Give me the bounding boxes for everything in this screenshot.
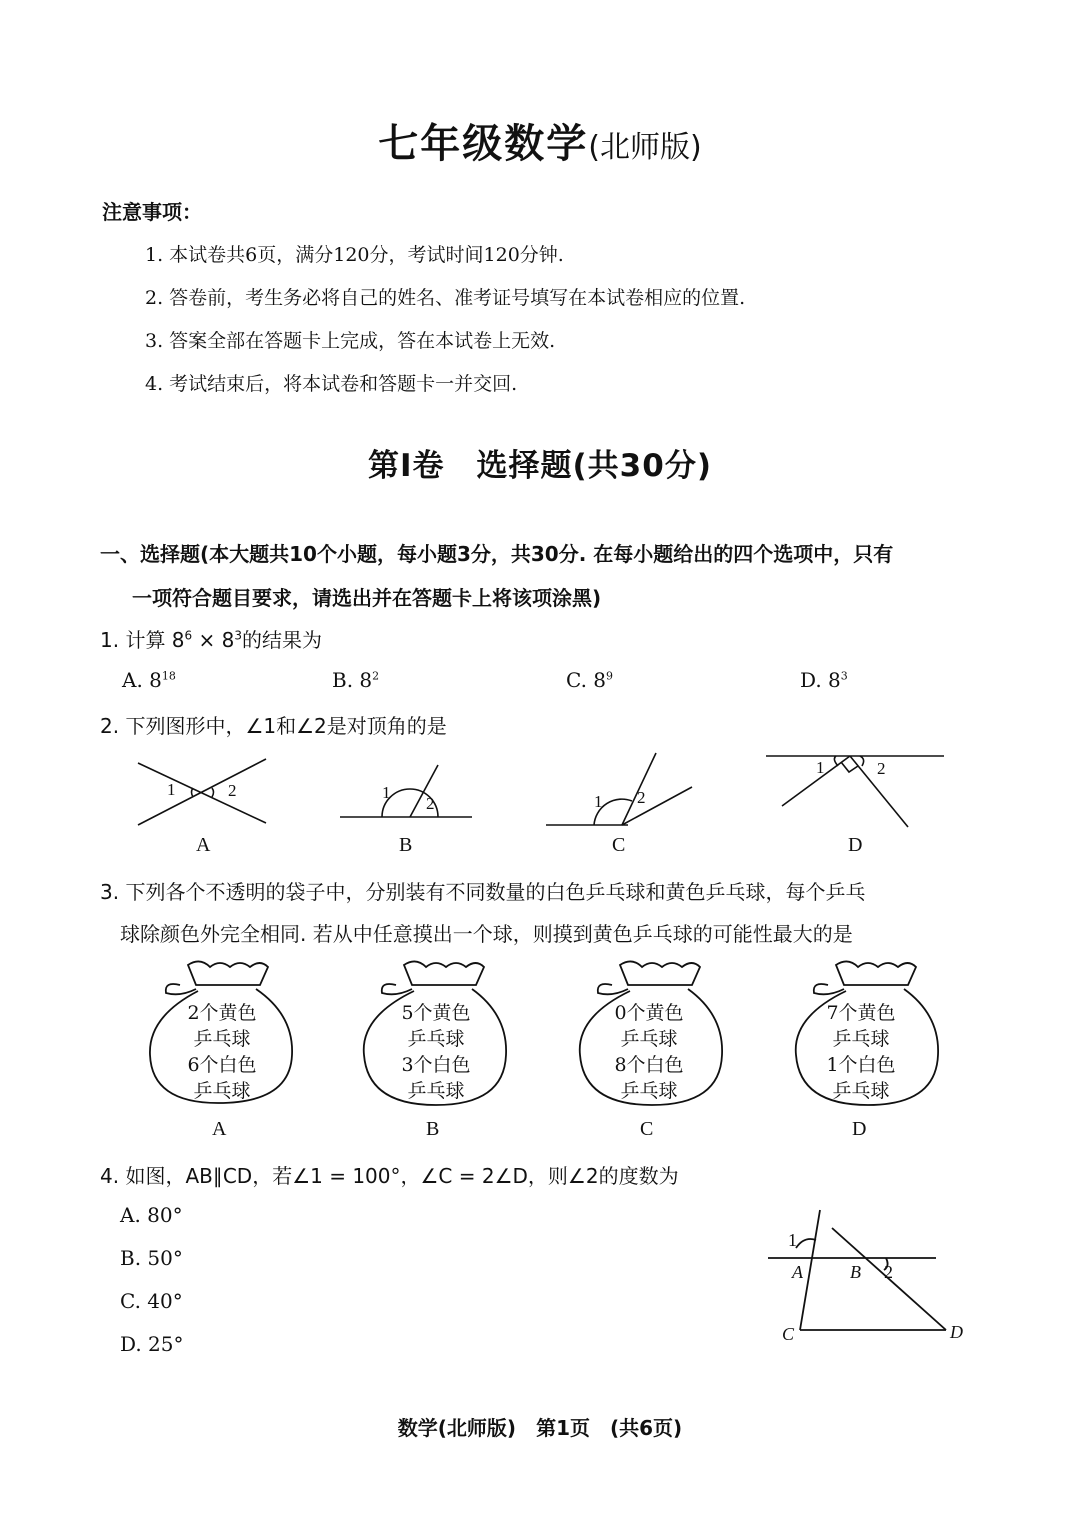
question-3-stem-line2: 球除颜色外完全相同. 若从中任意摸出一个球，则摸到黄色乒乓球的可能性最大的是 bbox=[120, 922, 853, 946]
section-title: 第Ⅰ卷 选择题(共30分) bbox=[367, 448, 712, 484]
notice-item: 1. 本试卷共6页，满分120分，考试时间120分钟. bbox=[145, 244, 564, 266]
q2-figures bbox=[100, 745, 980, 865]
question-2-stem: 2. 下列图形中，∠1和∠2是对顶角的是 bbox=[100, 714, 447, 738]
bag-d-text: 7个黄色 乒乓球 1个白色 乒乓球 bbox=[826, 1002, 896, 1102]
q2-label-a[interactable]: A bbox=[196, 834, 211, 856]
q2-a-line bbox=[138, 763, 266, 823]
question-1-stem: 1. 计算 $8^6 \times 8^3$的结果为 bbox=[100, 628, 323, 652]
q2-c-line bbox=[622, 787, 692, 825]
notice-item: 2. 答卷前，考生务必将自己的姓名、准考证号填写在本试卷相应的位置. bbox=[145, 287, 746, 309]
q4-label-1: 1 bbox=[788, 1230, 797, 1250]
q4-label-d: D bbox=[950, 1322, 963, 1342]
q2-label-d[interactable]: D bbox=[848, 834, 863, 856]
q4-option-c[interactable]: C. 40° bbox=[120, 1289, 183, 1313]
q2-a-angle-2: 2 bbox=[228, 781, 237, 800]
q4-figure bbox=[760, 1200, 980, 1350]
q1-option-a[interactable]: A. $8^{18}$ bbox=[122, 668, 176, 692]
q2-a-angle-1: 1 bbox=[167, 780, 176, 799]
q2-b-angle-1: 1 bbox=[382, 783, 391, 802]
notice-item: 3. 答案全部在答题卡上完成，答在本试卷上无效. bbox=[145, 330, 556, 352]
q4-label-b: B bbox=[850, 1262, 861, 1282]
q3-label-d[interactable]: D bbox=[852, 1118, 867, 1140]
bag-c-text: 0个黄色 乒乓球 8个白色 乒乓球 bbox=[614, 1002, 684, 1102]
q4-label-2: 2 bbox=[884, 1262, 893, 1282]
q4-option-b[interactable]: B. 50° bbox=[120, 1246, 183, 1270]
q2-a-arc bbox=[192, 788, 194, 797]
part-heading-line2: 一项符合题目要求，请选出并在答题卡上将该项涂黑) bbox=[132, 586, 602, 610]
page-footer: 数学(北师版) 第1页 (共6页) bbox=[397, 1416, 683, 1440]
q2-label-c[interactable]: C bbox=[612, 834, 626, 856]
q4-option-a[interactable]: A. 80° bbox=[120, 1203, 183, 1227]
q4-line-ac bbox=[800, 1210, 820, 1330]
q2-b-angle-2: 2 bbox=[426, 794, 435, 813]
q2-label-b[interactable]: B bbox=[399, 834, 413, 856]
q4-option-d[interactable]: D. 25° bbox=[120, 1332, 184, 1356]
notice-item: 4. 考试结束后，将本试卷和答题卡一并交回. bbox=[145, 373, 518, 395]
q1-option-c[interactable]: C. $8^9$ bbox=[566, 668, 614, 692]
question-3-stem-line1: 3. 下列各个不透明的袋子中，分别装有不同数量的白色乒乓球和黄色乒乓球，每个乒乓 bbox=[100, 880, 866, 904]
notice-heading: 注意事项： bbox=[102, 200, 202, 224]
q2-a-line bbox=[138, 759, 266, 825]
bag-b-text: 5个黄色 乒乓球 3个白色 乒乓球 bbox=[401, 1002, 471, 1102]
bag-a-text: 2个黄色 乒乓球 6个白色 乒乓球 bbox=[187, 1002, 257, 1102]
q2-d-arc bbox=[834, 756, 838, 766]
title-main: 七年级数学 bbox=[378, 121, 589, 167]
q1-option-d[interactable]: D. $8^3$ bbox=[800, 668, 848, 692]
q2-d-arc bbox=[860, 756, 864, 766]
q4-label-a: A bbox=[792, 1262, 803, 1282]
q2-d-angle-2: 2 bbox=[877, 759, 886, 778]
q2-c-angle-2: 2 bbox=[637, 788, 646, 807]
q2-c-angle-1: 1 bbox=[594, 792, 603, 811]
q3-label-c[interactable]: C bbox=[640, 1118, 654, 1140]
q1-option-b[interactable]: B. $8^2$ bbox=[332, 668, 380, 692]
q2-d-angle-1: 1 bbox=[816, 758, 825, 777]
q4-label-c: C bbox=[782, 1324, 795, 1344]
question-4-stem: 4. 如图，AB∥CD，若∠1 = 100°，∠C = 2∠D，则∠2的度数为 bbox=[100, 1164, 679, 1188]
q3-label-a[interactable]: A bbox=[212, 1118, 227, 1140]
title-sub: (北师版) bbox=[588, 130, 702, 165]
page-title bbox=[0, 112, 1080, 169]
q3-label-b[interactable]: B bbox=[426, 1118, 440, 1140]
q2-a-arc bbox=[212, 788, 214, 797]
part-heading-line1: 一、选择题(本大题共10个小题，每小题3分，共30分. 在每小题给出的四个选项中，只有 bbox=[100, 542, 894, 566]
